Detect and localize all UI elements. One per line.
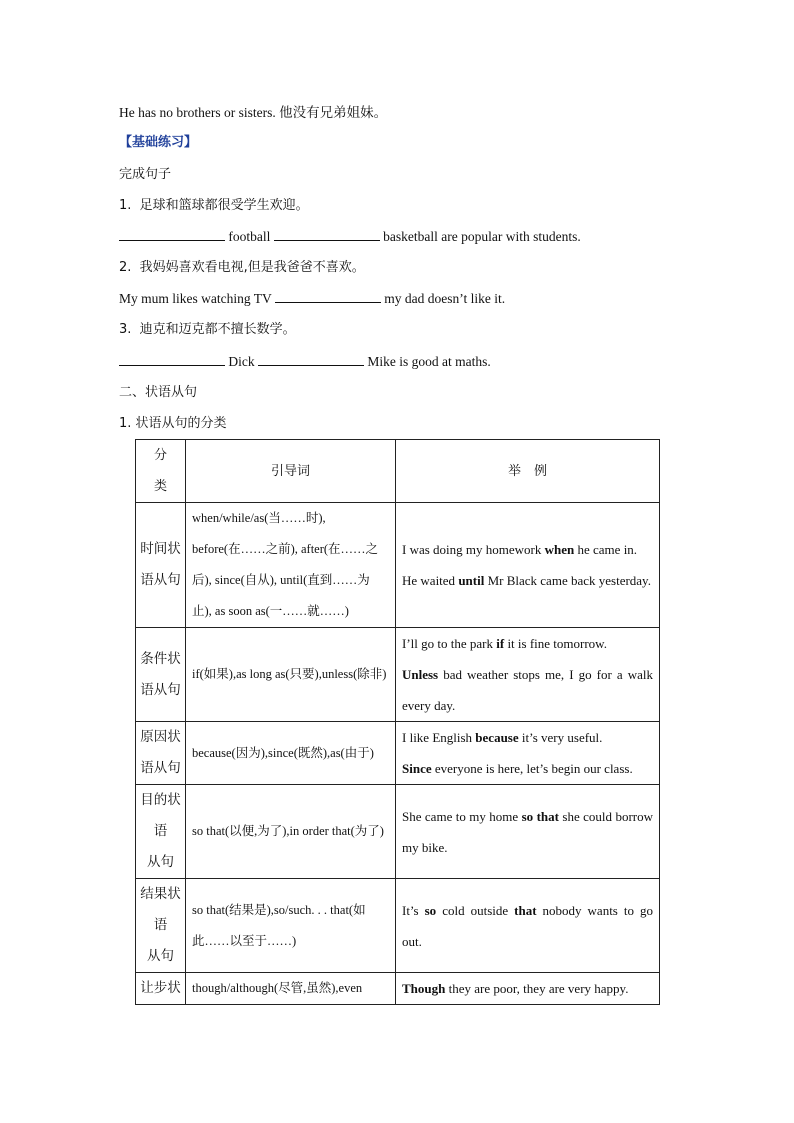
exercise-number: 1. bbox=[119, 198, 132, 213]
answer-blank[interactable] bbox=[119, 228, 225, 241]
exercise-text: my dad doesn’t like it. bbox=[384, 291, 506, 306]
conjunction-cell: though/although(尽管,虽然),even bbox=[186, 973, 396, 1005]
exercise-text: football bbox=[228, 229, 271, 244]
intro-line: He has no brothers or sisters. 他没有兄弟姐妹。 bbox=[119, 105, 388, 120]
category-cell: 原因状 语从句 bbox=[136, 722, 186, 785]
exercise-2-sentence bbox=[119, 290, 505, 308]
exercise-number: 3. bbox=[119, 322, 132, 337]
exercise-number: 2. bbox=[119, 260, 132, 275]
practice-subheading: 完成句子 bbox=[119, 167, 172, 182]
exercise-text: Dick bbox=[228, 354, 255, 369]
example-cell: She came to my home so that she could borrow my bike. bbox=[396, 785, 660, 879]
example-cell: I like English because it’s very useful. Since everyone is here, let’s begin our class. bbox=[396, 722, 660, 785]
answer-blank[interactable] bbox=[258, 353, 364, 366]
conjunction-cell: if(如果),as long as(只要),unless(除非) bbox=[186, 628, 396, 722]
practice-heading: 【基础练习】 bbox=[119, 135, 198, 150]
table-row bbox=[136, 503, 660, 628]
answer-blank[interactable] bbox=[119, 353, 225, 366]
exercise-1-sentence bbox=[119, 228, 581, 246]
category-cell: 条件状 语从句 bbox=[136, 628, 186, 722]
conjunction-cell: because(因为),since(既然),as(由于) bbox=[186, 722, 396, 785]
conjunction-cell: so that(结果是),so/such. . . that(如此……以至于……) bbox=[186, 879, 396, 973]
header-category: 分 类 bbox=[136, 440, 186, 503]
table-header-row bbox=[136, 440, 660, 503]
table-row bbox=[136, 973, 660, 1005]
answer-blank[interactable] bbox=[275, 290, 381, 303]
exercise-3-sentence bbox=[119, 353, 491, 371]
conjunction-cell: when/while/as(当……时), before(在……之前), after(在……之后), since(自从), until(直到……为止), as soon as(一……就……) bbox=[186, 503, 396, 628]
answer-blank[interactable] bbox=[274, 228, 380, 241]
example-cell: Though they are poor, they are very happy. bbox=[396, 973, 660, 1005]
exercise-text: Mike is good at maths. bbox=[367, 354, 491, 369]
category-cell: 结果状 语 从句 bbox=[136, 879, 186, 973]
exercise-text: My mum likes watching TV bbox=[119, 291, 272, 306]
exercise-2-prompt bbox=[119, 259, 365, 277]
example-cell: It’s so cold outside that nobody wants to go out. bbox=[396, 879, 660, 973]
section-heading: 二、状语从句 bbox=[119, 385, 198, 400]
exercise-chinese: 迪克和迈克都不擅长数学。 bbox=[139, 322, 296, 337]
category-cell: 目的状 语 从句 bbox=[136, 785, 186, 879]
exercise-chinese: 足球和篮球都很受学生欢迎。 bbox=[139, 198, 309, 213]
category-cell: 让步状 bbox=[136, 973, 186, 1005]
header-example: 举 例 bbox=[396, 440, 660, 503]
table-row bbox=[136, 628, 660, 722]
example-cell: I’ll go to the park if it is fine tomorrow. Unless bad weather stops me, I go for a walk every day. bbox=[396, 628, 660, 722]
category-cell: 时间状 语从句 bbox=[136, 503, 186, 628]
exercise-chinese: 我妈妈喜欢看电视,但是我爸爸不喜欢。 bbox=[139, 260, 365, 275]
sub-heading: 1. 状语从句的分类 bbox=[119, 416, 227, 431]
exercise-3-prompt bbox=[119, 321, 296, 339]
exercise-text: basketball are popular with students. bbox=[383, 229, 581, 244]
conjunction-cell: so that(以便,为了),in order that(为了) bbox=[186, 785, 396, 879]
adverbial-clause-table bbox=[135, 439, 660, 1005]
table-row bbox=[136, 722, 660, 785]
table-row bbox=[136, 785, 660, 879]
example-cell: I was doing my homework when he came in. He waited until Mr Black came back yesterday. bbox=[396, 503, 660, 628]
exercise-1-prompt bbox=[119, 197, 309, 215]
header-conjunction: 引导词 bbox=[186, 440, 396, 503]
table-row bbox=[136, 879, 660, 973]
